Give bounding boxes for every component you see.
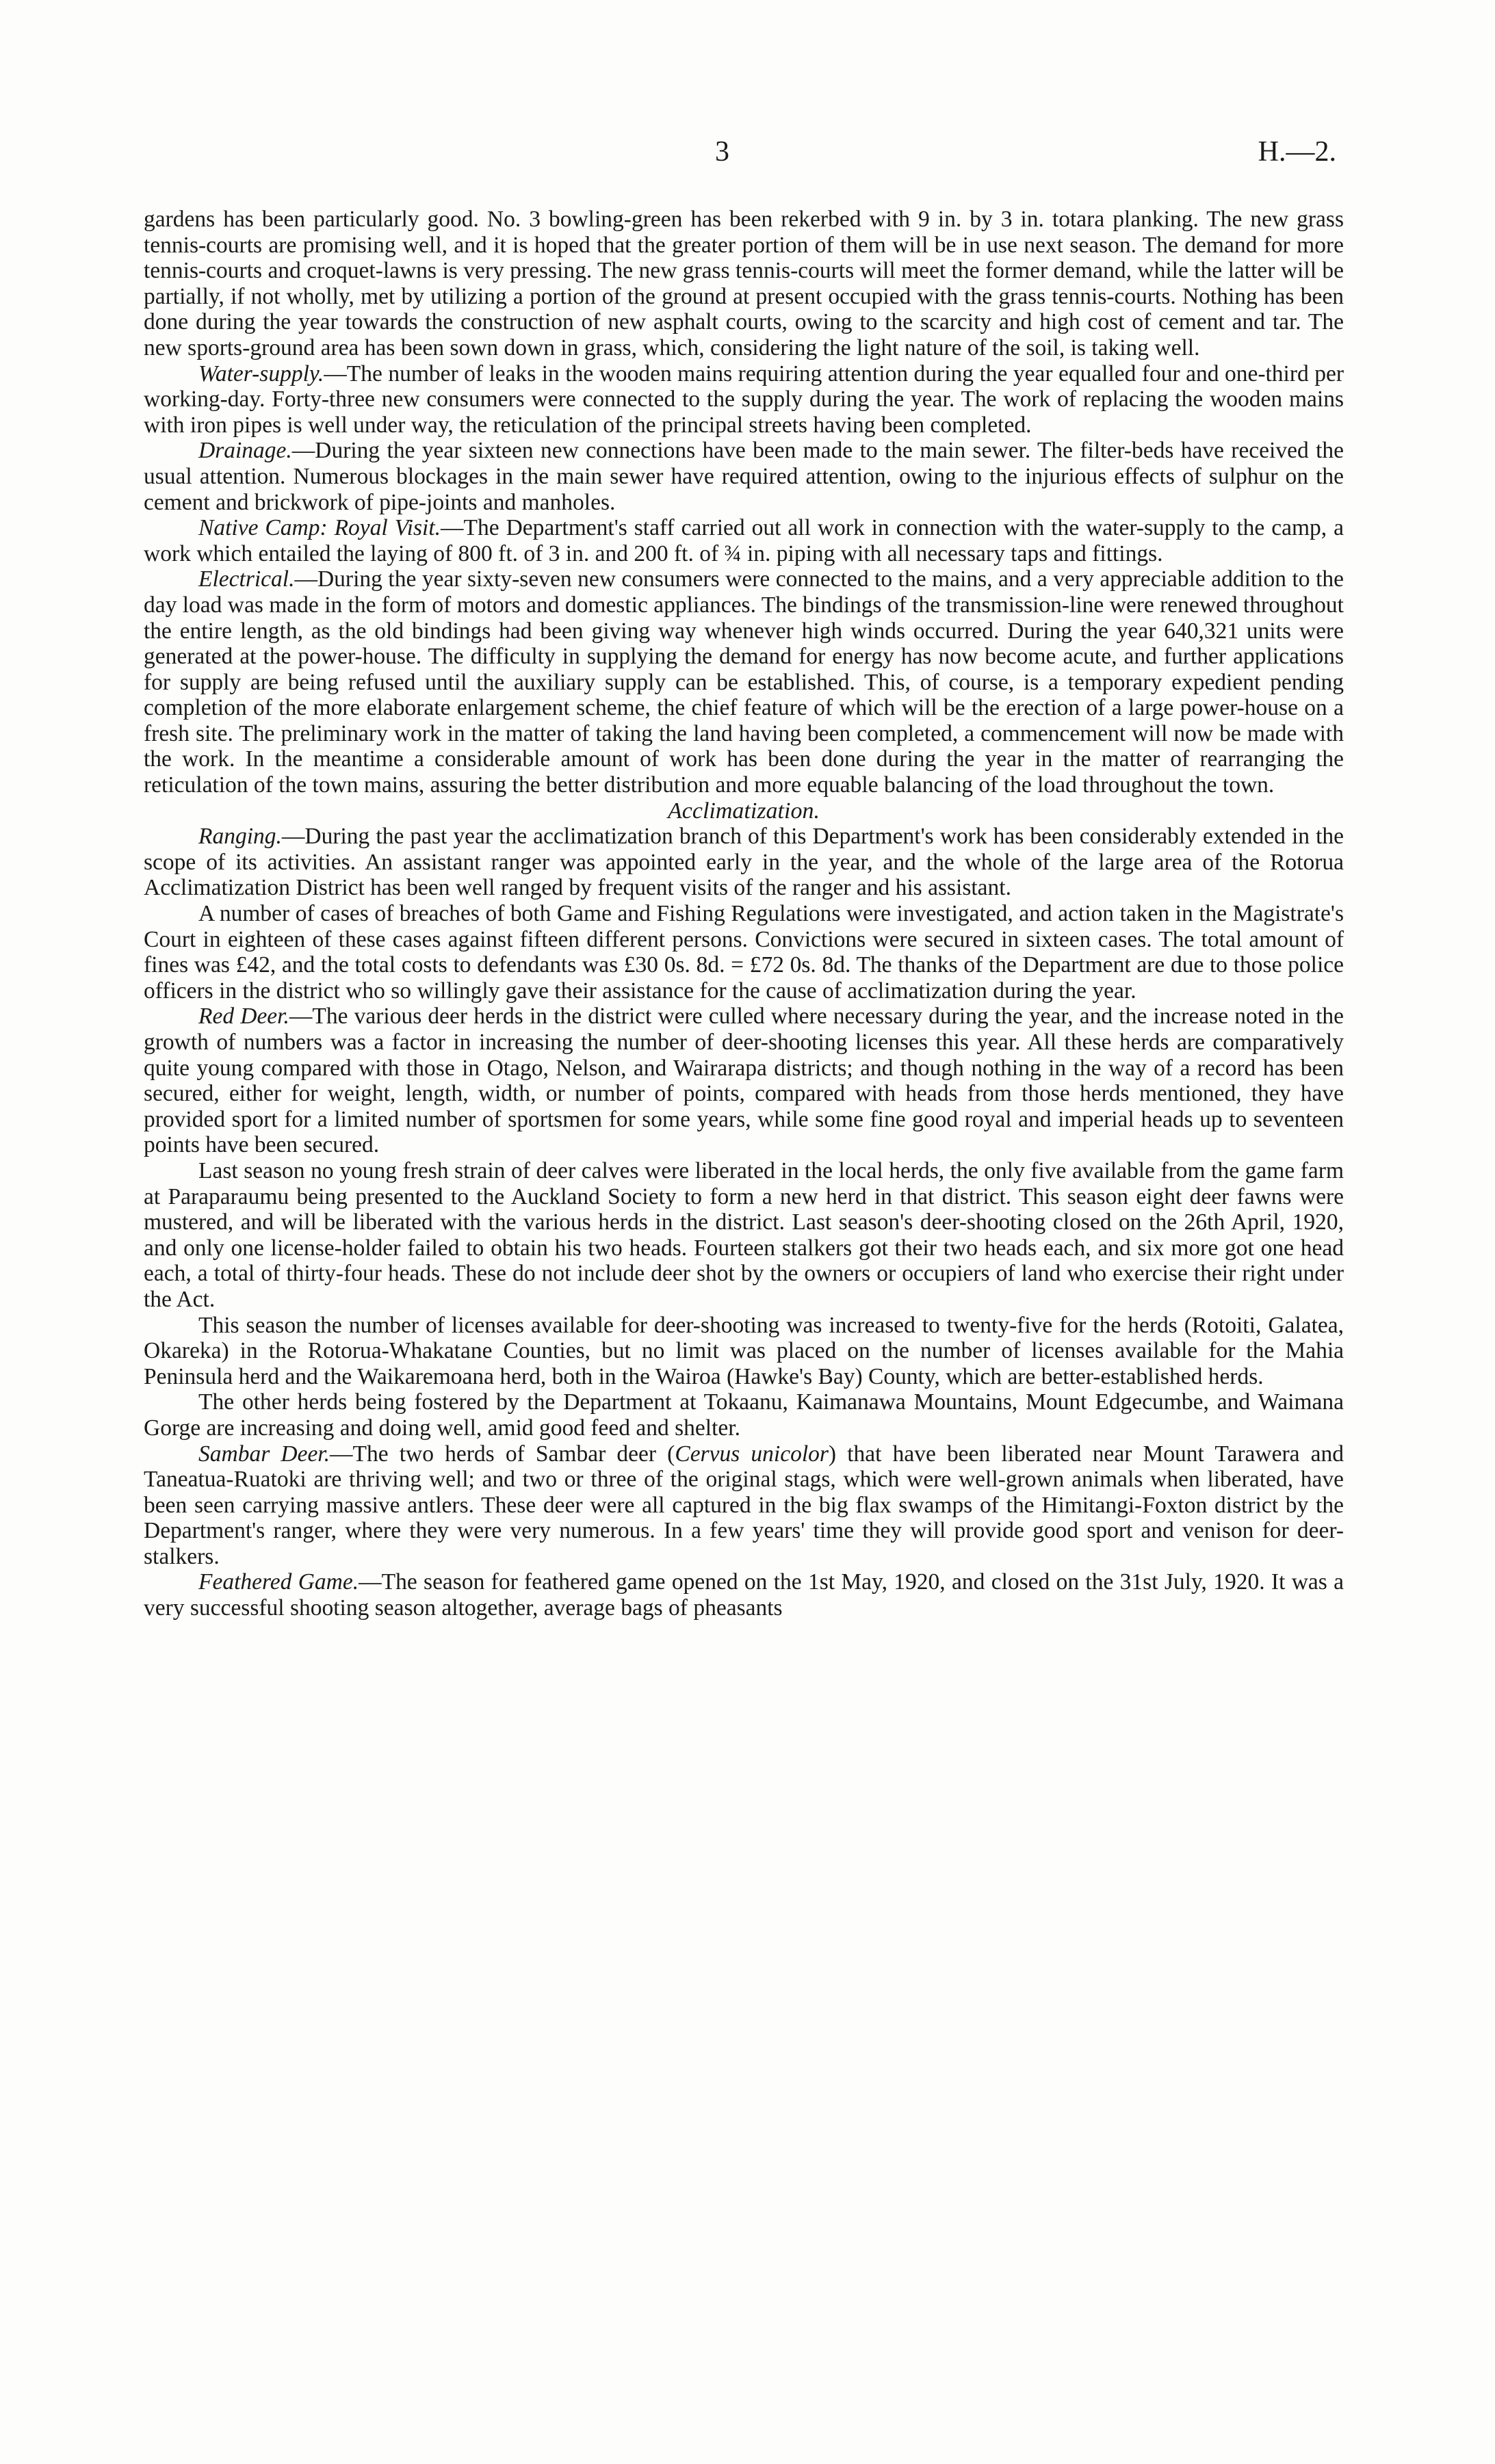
- paragraph-text: A number of cases of breaches of both Game and Fishing Regulations were investigated, and action taken in the Magistrate's Court in eighteen of these cases against fifteen different persons. Convictions were secured in sixteen cases. The total amount of fines was £42, and the total costs to defendants was £30 0s. 8d. = £72 0s. 8d. The thanks of the Department are due to those police officers in the district who so willingly gave their assistance for the cause of acclimatization during the year.: [144, 901, 1344, 1004]
- paragraph-text: —The number of leaks in the wooden mains requiring attention during the year equalled four and one-third per working-day. Forty-three new consumers were connected to the supply during the year. The work of replacing the wooden mains with iron pipes is well under way, the reticulation of the principal streets having been completed.: [144, 361, 1344, 438]
- paragraph-text: —During the year sixteen new connections have been made to the main sewer. The filter-beds have received the usual attention. Numerous blockages in the main sewer have required attention, owing to the injurious effects of sulphur on the cement and brickwork of pipe-joints and manholes.: [144, 438, 1344, 515]
- document-reference: H.—2.: [1258, 136, 1336, 168]
- section-heading: Acclimatization.: [668, 798, 820, 824]
- paragraph-title: Feathered Game.: [198, 1569, 359, 1595]
- paragraph-text: —The Department's staff carried out all work in connection with the water-supply to the camp, a work which entailed the laying of 800 ft. of 3 in. and 200 ft. of ¾ in. piping with all necessary taps and fittings.: [144, 515, 1344, 566]
- page-number: 3: [715, 136, 729, 168]
- ranging-paragraph: [144, 824, 1344, 901]
- paragraph-title: Electrical.: [198, 566, 295, 592]
- drainage-paragraph: [144, 438, 1344, 515]
- water-supply-paragraph: [144, 361, 1344, 438]
- electrical-paragraph: [144, 566, 1344, 798]
- native-camp-paragraph: [144, 515, 1344, 566]
- paragraph-title: Sambar Deer.: [198, 1441, 330, 1467]
- species-name: Cervus unicolor: [675, 1441, 829, 1467]
- paragraph-text: —The various deer herds in the district were culled where necessary during the year, and the increase noted in the growth of numbers was a factor in increasing the number of deer-shooting licenses this year. All these herds are comparatively quite young compared with those in Otago, Nelson, and Wairarapa districts; and though nothing in the way of a record has been secured, either for weight, length, width, or number of points, compared with heads from those herds mentioned, they have provided sport for a limited number of sportsmen for some years, while some fine good royal and imperial heads up to seventeen points have been secured.: [144, 1004, 1344, 1158]
- feathered-game-paragraph: [144, 1569, 1344, 1621]
- paragraph-text: This season the number of licenses available for deer-shooting was increased to twenty-five for the herds (Rotoiti, Galatea, Okareka) in the Rotorua-Whakatane Counties, but no limit was placed on the number of licenses available for the Mahia Peninsula herd and the Waikaremoana herd, both in the Wairoa (Hawke's Bay) County, which are better-established herds.: [144, 1312, 1344, 1389]
- paragraph-text: —The two herds of Sambar deer (: [330, 1441, 675, 1467]
- paragraph-title: Drainage.: [198, 438, 292, 464]
- paragraph-text: —The season for feathered game opened on the 1st May, 1920, and closed on the 31st July, 1920. It was a very successful shooting season altogether, average bags of pheasants: [144, 1569, 1344, 1621]
- intro-paragraph: gardens has been particularly good. No. 3 bowling-green has been rekerbed with 9 in. by 3 in. totara planking. The new grass tennis-courts are promising well, and it is hoped that the greater portion of them will be in use next season. The demand for more tennis-courts and croquet-lawns is very pressing. The new grass tennis-courts will meet the former demand, while the latter will be partially, if not wholly, met by utilizing a portion of the ground at present occupied with the grass tennis-courts. Nothing has been done during the year towards the construction of new asphalt courts, owing to the scarcity and high cost of cement and tar. The new sports-ground area has been sown down in grass, which, considering the light nature of the soil, is taking well.: [144, 207, 1344, 361]
- paragraph-title: Red Deer.: [198, 1004, 289, 1030]
- paragraph-text: —During the year sixty-seven new consumers were connected to the mains, and a very appreciable addition to the day load was made in the form of motors and domestic appliances. The bindings of the transmission-line were renewed throughout the entire length, as the old bindings had been giving way whenever high winds occurred. During the year 640,321 units were generated at the power-house. The difficulty in supplying the demand for energy has now become acute, and further applications for supply are being refused until the auxiliary supply can be established. This, of course, is a temporary expedient pending completion of the more elaborate enlargement scheme, the chief feature of which will be the erection of a large power-house on a fresh site. The preliminary work in the matter of taking the land having been completed, a commencement will now be made with the work. In the meantime a considerable amount of work has been done during the year in the matter of rearranging the reticulation of the town mains, assuring the better distribution and more equable balancing of the load throughout the town.: [144, 566, 1344, 798]
- paragraph-title: Native Camp: Royal Visit.: [198, 515, 441, 541]
- licenses-paragraph: [144, 1313, 1344, 1390]
- paragraph-text: —During the past year the acclimatization branch of this Department's work has been considerably extended in the scope of its activities. An assistant ranger was appointed early in the year, and the whole of the large area of the Rotorua Acclimatization District has been well ranged by frequent visits of the ranger and his assistant.: [144, 824, 1344, 901]
- last-season-paragraph: [144, 1158, 1344, 1313]
- paragraph-text: The other herds being fostered by the Department at Tokaanu, Kaimanawa Mountains, Mount Edgecumbe, and Waimana Gorge are increasing and doing well, amid good feed and shelter.: [144, 1389, 1344, 1441]
- red-deer-paragraph: [144, 1004, 1344, 1158]
- body-text: [144, 207, 1344, 1621]
- paragraph-title: Ranging.: [198, 824, 282, 850]
- sambar-deer-paragraph: [144, 1441, 1344, 1570]
- paragraph-text: ) that have been liberated near Mount Tarawera and Taneatua-Ruatoki are thriving well; and two or three of the original stags, which were well-grown animals when liberated, have been seen carrying massive antlers. These deer were all captured in the big flax swamps of the Himitangi-Foxton district by the Department's ranger, where they were very numerous. In a few years' time they will provide good sport and venison for deer-stalkers.: [144, 1441, 1344, 1569]
- other-herds-paragraph: [144, 1389, 1344, 1441]
- paragraph-text: Last season no young fresh strain of deer calves were liberated in the local herds, the only five available from the game farm at Paraparaumu being presented to the Auckland Society to form a new herd in that district. This season eight deer fawns were mustered, and will be liberated with the various herds in the district. Last season's deer-shooting closed on the 26th April, 1920, and only one license-holder failed to obtain his two heads. Fourteen stalkers got their two heads each, and six more got one head each, a total of thirty-four heads. These do not include deer shot by the owners or occupiers of land who exercise their right under the Act.: [144, 1157, 1344, 1312]
- paragraph-title: Water-supply.: [198, 361, 324, 386]
- page-header: [0, 135, 1495, 176]
- breaches-paragraph: [144, 901, 1344, 1004]
